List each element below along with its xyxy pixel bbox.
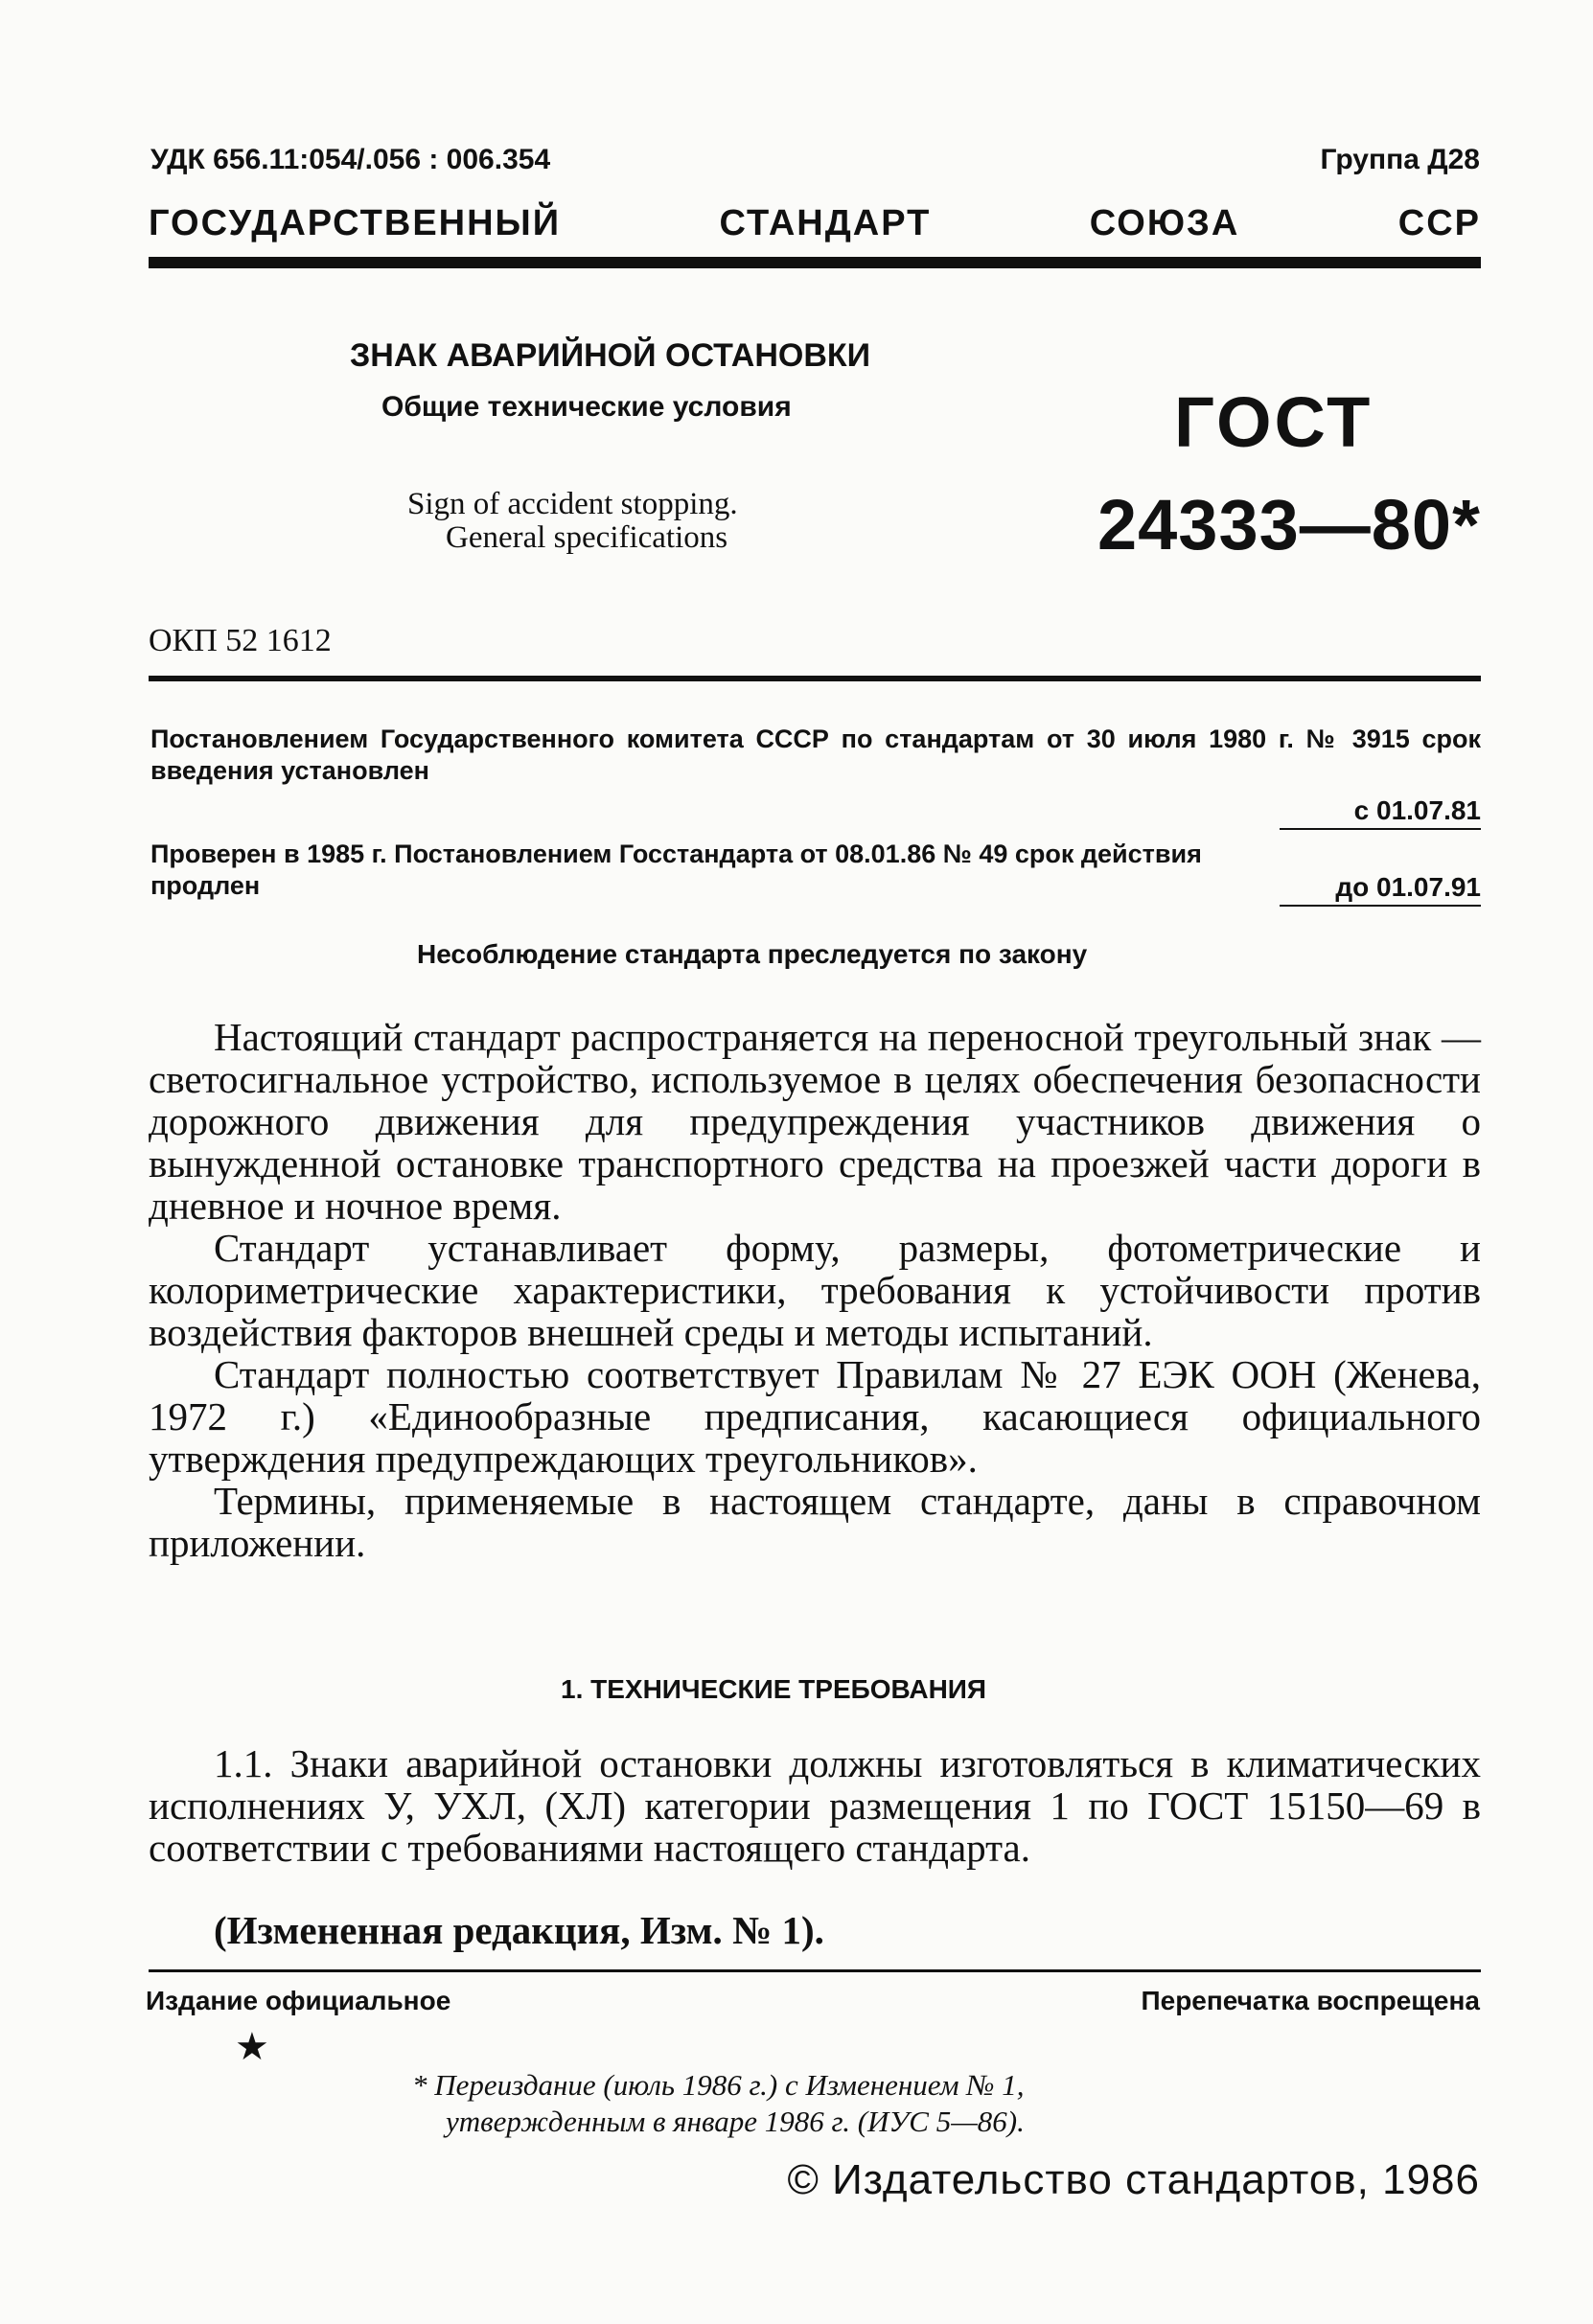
intro-body: [149, 1016, 1481, 1564]
section-rule: [149, 676, 1481, 681]
banner-word: СТАНДАРТ: [719, 203, 932, 243]
amendment-note: (Измененная редакция, Изм. № 1).: [214, 1908, 824, 1952]
checked-text: Проверен в 1985 г. Постановлением Госстандарта от 08.01.86 № 49 срок действия продлен: [150, 840, 1202, 900]
okp-code: ОКП 52 1612: [149, 623, 332, 658]
paragraph: 1.1. Знаки аварийной остановки должны изготовляться в климатических исполнениях У, УХЛ, (ХЛ) категории размещения 1 по ГОСТ 15150—69 в соответствии с требованиями настоящего стандарта.: [149, 1741, 1481, 1870]
document-title: ЗНАК АВАРИЙНОЙ ОСТАНОВКИ: [350, 337, 871, 374]
footer-rule: [149, 1969, 1481, 1972]
paragraph: Стандарт устанавливает форму, размеры, фотометрические и колориметрические характеристики, требования к устойчивости против воздействия факторов внешней среды и методы испытаний.: [149, 1226, 1481, 1354]
banner-word: СОЮЗА: [1089, 203, 1240, 243]
edition-label: Издание официальное: [146, 1986, 451, 2015]
footnote-line: * Переиздание (июль 1986 г.) с Изменением № 1,: [412, 2068, 1025, 2102]
paragraph: Настоящий стандарт распространяется на переносной треугольный знак — светосигнальное устройство, используемое в целях обеспечения безопасности дорожного движения для предупреждения участников движения о вынужденной остановке транспортного средства на проезжей части дороги в дневное и ночное время.: [149, 1015, 1481, 1228]
gost-number: 24333—80*: [1097, 485, 1481, 564]
law-notice: Несоблюдение стандарта преследуется по закону: [417, 939, 1088, 969]
group-code: Группа Д28: [1320, 144, 1480, 175]
state-standard-banner: [149, 203, 1481, 244]
star-icon: ★: [235, 2025, 269, 2068]
banner-word: ССР: [1397, 203, 1481, 243]
section-body: [149, 1742, 1481, 1869]
footnote-line: утвержденным в январе 1986 г. (ИУС 5—86).: [446, 2105, 1025, 2138]
copyright: © Издательство стандартов, 1986: [787, 2156, 1480, 2203]
gost-label: ГОСТ: [1174, 382, 1374, 462]
reprint-notice: Перепечатка воспрещена: [1141, 1986, 1480, 2015]
english-title-line1: Sign of accident stopping.: [407, 487, 738, 521]
header-rule: [149, 257, 1481, 268]
paragraph: Стандарт полностью соответствует Правилам № 27 ЕЭК ООН (Женева, 1972 г.) «Единообразные предписания, касающиеся официального утверждения предупреждающих треугольников».: [149, 1352, 1481, 1481]
english-title-line2: General specifications: [446, 520, 728, 555]
decree-text: Постановлением Государственного комитета СССР по стандартам от 30 июля 1980 г. № 3915 срок введения установлен: [150, 725, 1481, 785]
banner-word: ГОСУДАРСТВЕННЫЙ: [149, 203, 562, 243]
section-heading: 1. ТЕХНИЧЕСКИЕ ТРЕБОВАНИЯ: [561, 1674, 987, 1704]
document-subtitle: Общие технические условия: [381, 391, 792, 423]
date-from: с 01.07.81: [1280, 795, 1481, 830]
udk-code: УДК 656.11:054/.056 : 006.354: [150, 144, 551, 175]
paragraph: Термины, применяемые в настоящем стандарте, даны в справочном приложении.: [149, 1479, 1481, 1565]
date-to: до 01.07.91: [1280, 872, 1481, 907]
